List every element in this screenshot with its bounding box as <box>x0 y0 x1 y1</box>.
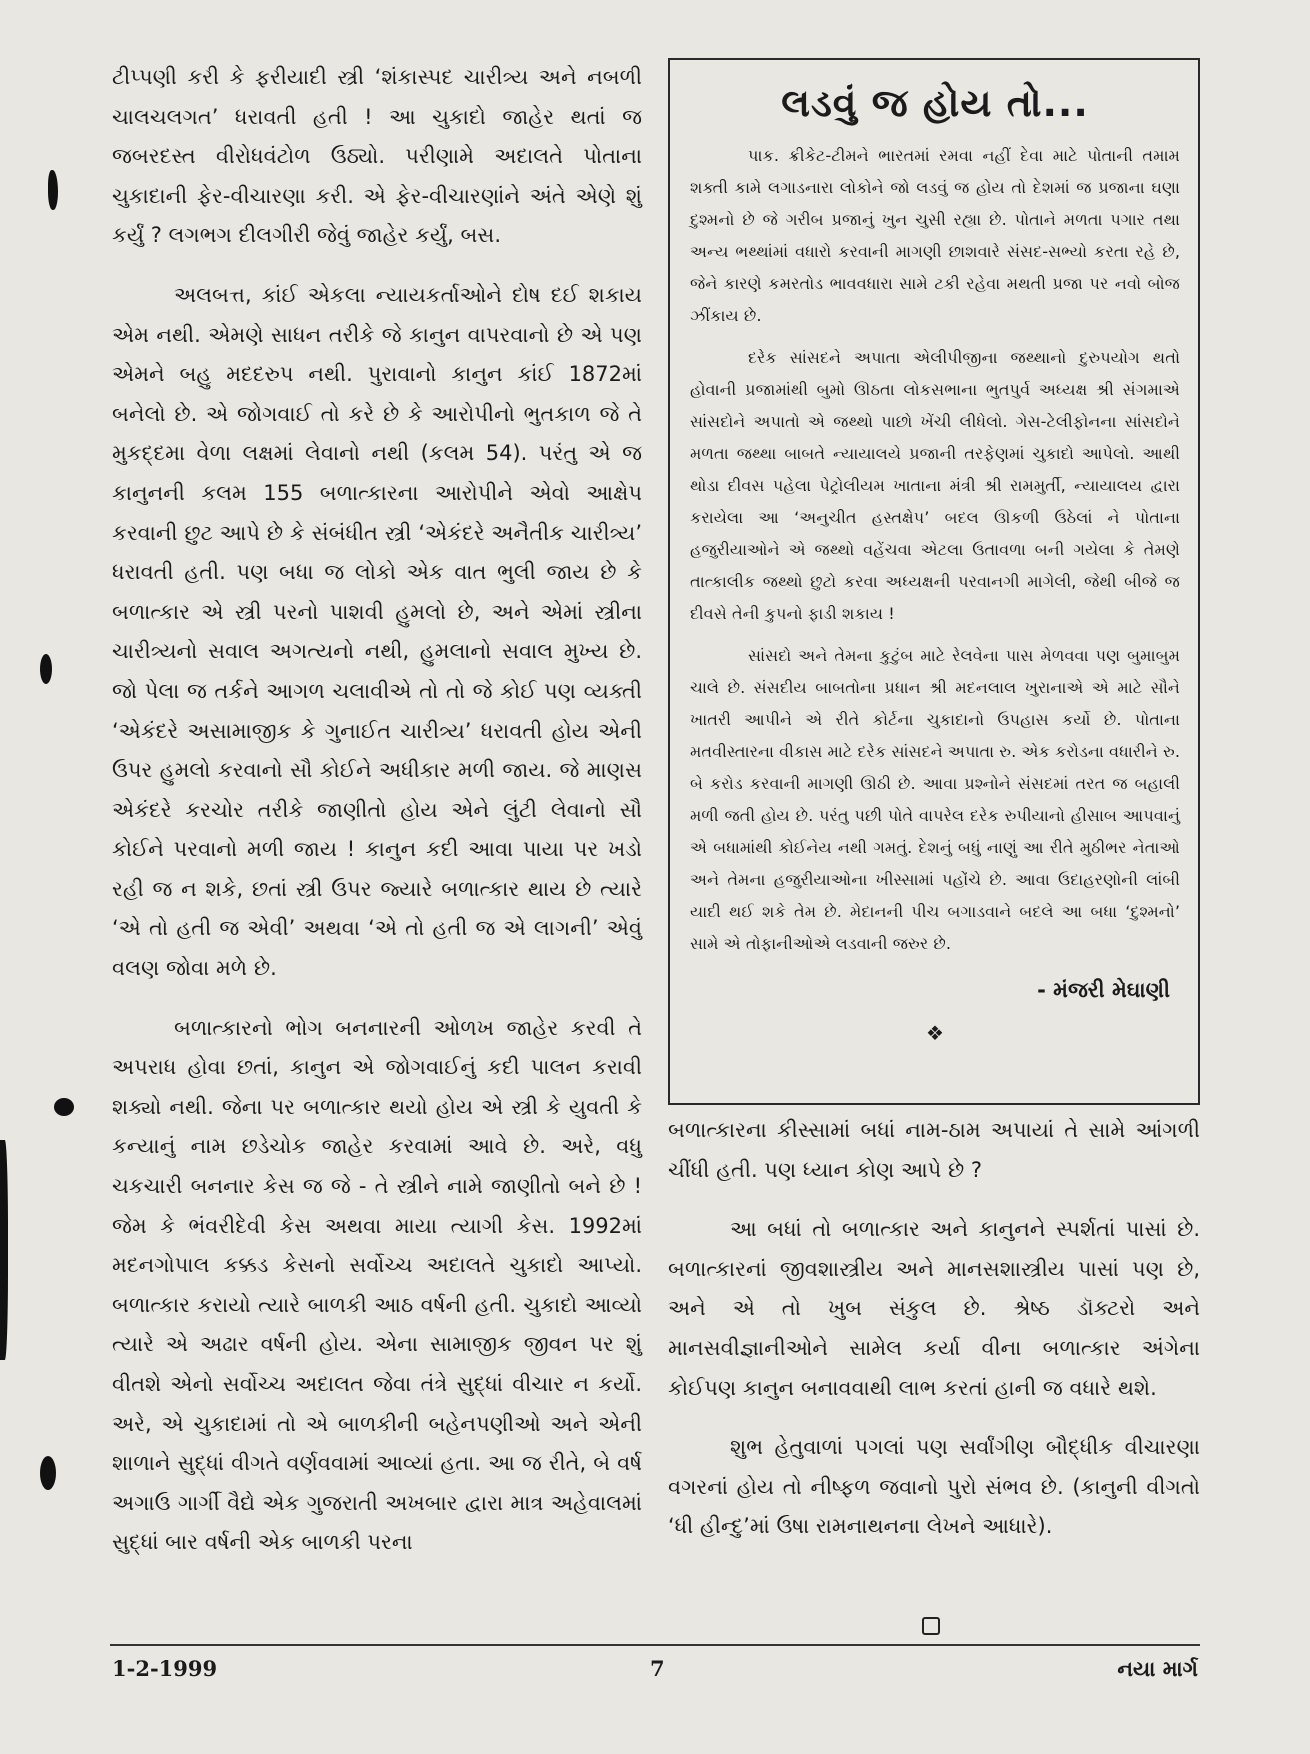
continuation-paragraph-1: બળાત્કારના કીસ્સામાં બધાં નામ-ઠામ અપાયાં તે સામે આંગળી ચીંધી હતી. પણ ધ્યાન કોણ આપે છે ? <box>668 1118 1200 1182</box>
scan-speck <box>40 1456 56 1490</box>
box-paragraph-1: પાક. ક્રીકેટ-ટીમને ભારતમાં રમવા નહીં દેવા માટે પોતાની તમામ શક્તી કામે લગાડનારા લોકોને જો લડવું જ હોય તો દેશમાં જ પ્રજાના ઘણા દુશ્મનો છે જે ગરીબ પ્રજાનું ખુન ચુસી રહ્યા છે. પોતાને મળતા પગાર તથા અન્ય ભથ્થાંમાં વધારો કરવાની માગણી છાશવારે સંસદ-સભ્યો કરતા રહે છે, જેને કારણે કમરતોડ ભાવવધારા સામે ટકી રહેવા મથતી પ્રજા પર નવો બોજ ઝીંકાય છે. <box>690 146 1180 325</box>
box-title: લડવું જ હોય તો... <box>781 81 1089 125</box>
box-paragraph-3: સાંસદો અને તેમના કુટુંબ માટે રેલવેના પાસ મેળવવા પણ બુમાબુમ ચાલે છે. સંસદીય બાબતોના પ્રધાન શ્રી મદનલાલ ખુરાનાએ એ માટે સૌને ખાતરી આપીને એ રીતે કોર્ટના ચુકાદાનો ઉપહાસ કર્યો છે. પોતાના મતવીસ્તારના વીકાસ માટે દરેક સાંસદને અપાતા રુ. એક કરોડના વધારીને રુ. બે કરોડ કરવાની માગણી ઊઠી છે. આવા પ્રશ્નોને સંસદમાં તરત જ બહાલી મળી જતી હોય છે. પરંતુ પછી પોતે વાપરેલ દરેક રુપીયાનો હીસાબ આપવાનું એ બધામાંથી કોઈનેય નથી ગમતું. દેશનું બધું નાણું આ રીતે મુઠીભર નેતાઓ અને તેમના હજુરીયાઓના ખીસ્સામાં પહોંચે છે. આવા ઉદાહરણોની લાંબી યાદી થઈ શકે તેમ છે. મેદાનની પીચ બગાડવાને બદલે આ બધા ‘દુશ્મનો’ સામે એ તોફાનીઓએ લડવાની જરુર છે. <box>690 646 1180 953</box>
box-paragraph-2: દરેક સાંસદને અપાતા એલીપીજીના જથ્થાનો દુરુપયોગ થતો હોવાની પ્રજામાંથી બુમો ઊઠતા લોકસભાના ભુતપુર્વ અધ્યક્ષ શ્રી સંગમાએ સાંસદોને અપાતો એ જથ્થો પાછો ખેંચી લીધેલો. ગેસ-ટેલીફોનના સાંસદોને મળતા જથ્થા બાબતે ન્યાયાલયે પ્રજાની તરફેણમાં ચુકાદો આપેલો. આથી થોડા દીવસ પહેલા પેટ્રોલીયમ ખાતાના મંત્રી શ્રી રામમુર્તી, ન્યાયાલય દ્વારા કરાયેલા આ ‘અનુચીત હસ્તક્ષેપ’ બદલ ઊકળી ઉઠેલાં ને પોતાના હજુરીયાઓને એ જથ્થો વહેંચવા એટલા ઉતાવળા બની ગયેલા કે તેમણે તાત્કાલીક જથ્થો છુટો કરવા અધ્યક્ષની પરવાનગી માગેલી, જેથી બીજે જ દીવસે તેની કુપનો ફાડી શકાય ! <box>690 348 1180 623</box>
article-paragraph-3: બળાત્કારનો ભોગ બનનારની ઓળખ જાહેર કરવી તે અપરાધ હોવા છતાં, કાનુન એ જોગવાઈનું કદી પાલન કરાવી શક્યો નથી. જેના પર બળાત્કાર થયો હોય એ સ્ત્રી કે યુવતી કે કન્યાનું નામ છડેચોક જાહેર કરવામાં આવે છે. અરે, વધુ ચકચારી બનનાર કેસ જ જે - તે સ્ત્રીને નામે જાણીતો બને છે ! જેમ કે ભંવરીદેવી કેસ અથવા માયા ત્યાગી કેસ. 1992માં મદનગોપાલ કક્કડ કેસનો સર્વોચ્ચ અદાલતે ચુકાદો આપ્યો. બળાત્કાર કરાયો ત્યારે બાળકી આઠ વર્ષની હતી. ચુકાદો આવ્યો ત્યારે એ અઢાર વર્ષની હોય. એના સામાજીક જીવન પર શું વીતશે એનો સર્વોચ્ચ અદાલત જેવા તંત્રે સુદ્ધાં વીચાર ન કર્યો. અરે, એ ચુકાદામાં તો એ બાળકીની બહેનપણીઓ અને એની શાળાને સુદ્ધાં વીગતે વર્ણવવામાં આવ્યાં હતા. આ જ રીતે, બે વર્ષ અગાઉ ગાર્ગી વૈદ્યે એક ગુજરાતી અખબાર દ્વારા માત્ર અહેવાલમાં સુદ્ધાં બાર વર્ષની એક બાળકી પરના <box>112 1015 642 1555</box>
page-number: 7 <box>650 1656 665 1681</box>
scan-speck <box>40 654 52 684</box>
scan-speck <box>0 1140 8 1360</box>
continuation-paragraph-3: શુભ હેતુવાળાં પગલાં પણ સર્વાંગીણ બૌદ્ધીક વીચારણા વગરનાં હોય તો નીષ્ફળ જવાનો પુરો સંભવ છે. (કાનુની વીગતો ‘ધી હીન્દુ’માં ઉષા રામનાથનના લેખને આધારે). <box>668 1435 1200 1539</box>
continuation-paragraph-2: આ બધાં તો બળાત્કાર અને કાનુનને સ્પર્શતાં પાસાં છે. બળાત્કારનાં જીવશાસ્ત્રીય અને માનસશાસ્ત્રીય પાસાં પણ છે, અને એ તો ખુબ સંકુલ છે. શ્રેષ્ઠ ડૉક્ટરો અને માનસવીજ્ઞાનીઓને સામેલ કર્યા વીના બળાત્કાર અંગેના કોઈપણ કાનુન બનાવવાથી લાભ કરતાં હાની જ વધારે થશે. <box>668 1217 1200 1400</box>
ornament-icon: ❖ <box>926 1021 944 1045</box>
footer-date: 1-2-1999 <box>112 1656 218 1681</box>
right-column-text <box>668 1111 1200 1547</box>
box-author: - મંજરી મેઘાણી <box>1037 978 1170 1002</box>
end-of-article-icon <box>922 1617 940 1635</box>
scan-speck <box>54 1098 74 1116</box>
magazine-name: નયા માર્ગ <box>1117 1656 1198 1681</box>
footer-divider <box>110 1644 1200 1646</box>
right-column <box>668 58 1200 1547</box>
article-paragraph-1: ટીપ્પણી કરી કે ફરીયાદી સ્ત્રી ‘શંકાસ્પદ ચારીત્ર્ય અને નબળી ચાલચલગત’ ધરાવતી હતી ! આ ચુકાદો જાહેર થતાં જ જબરદસ્ત વીરોધવંટોળ ઉઠ્યો. પરીણામે અદાલતે પોતાના ચુકાદાની ફેર-વીચારણા કરી. એ ફેર-વીચારણાંને અંતે એણે શું કર્યું ? લગભગ દીલગીરી જેવું જાહેર કર્યું, બસ. <box>112 65 642 248</box>
left-column <box>112 58 642 1563</box>
sidebar-box <box>668 58 1200 1105</box>
scan-speck <box>48 170 58 210</box>
article-paragraph-2: અલબત્ત, કાંઈ એકલા ન્યાયકર્તાઓને દોષ દઈ શકાય એમ નથી. એમણે સાધન તરીકે જે કાનુન વાપરવાનો છે એ પણ એમને બહુ મદદરુપ નથી. પુરાવાનો કાનુન કાંઈ 1872માં બનેલો છે. એ જોગવાઈ તો કરે છે કે આરોપીનો ભુતકાળ જે તે મુકદ્દમા વેળા લક્ષમાં લેવાનો નથી (કલમ 54). પરંતુ એ જ કાનુનની કલમ 155 બળાત્કારના આરોપીને એવો આક્ષેપ કરવાની છુટ આપે છે કે સંબંધીત સ્ત્રી ‘એકંદરે અનૈતીક ચારીત્ર્ય’ ધરાવતી હતી. પણ બધા જ લોકો એક વાત ભુલી જાય છે કે બળાત્કાર એ સ્ત્રી પરનો પાશવી હુમલો છે, અને એમાં સ્ત્રીના ચારીત્ર્યનો સવાલ અગત્યનો નથી, હુમલાનો સવાલ મુખ્ય છે. જો પેલા જ તર્કને આગળ ચલાવીએ તો તો જે કોઈ પણ વ્યક્તી ‘એકંદરે અસામાજીક કે ગુનાઈત ચારીત્ર્ય’ ધરાવતી હોય એની ઉપર હુમલો કરવાનો સૌ કોઈને અધીકાર મળી જાય. જે માણસ એકંદરે કરચોર તરીકે જાણીતો હોય એને લુંટી લેવાનો સૌ કોઈને પરવાનો મળી જાય ! કાનુન કદી આવા પાયા પર ખડો રહી જ ન શકે, છતાં સ્ત્રી ઉપર જ્યારે બળાત્કાર થાય છે ત્યારે ‘એ તો હતી જ એવી’ અથવા ‘એ તો હતી જ એ લાગની’ એવું વલણ જોવા મળે છે. <box>112 282 642 981</box>
